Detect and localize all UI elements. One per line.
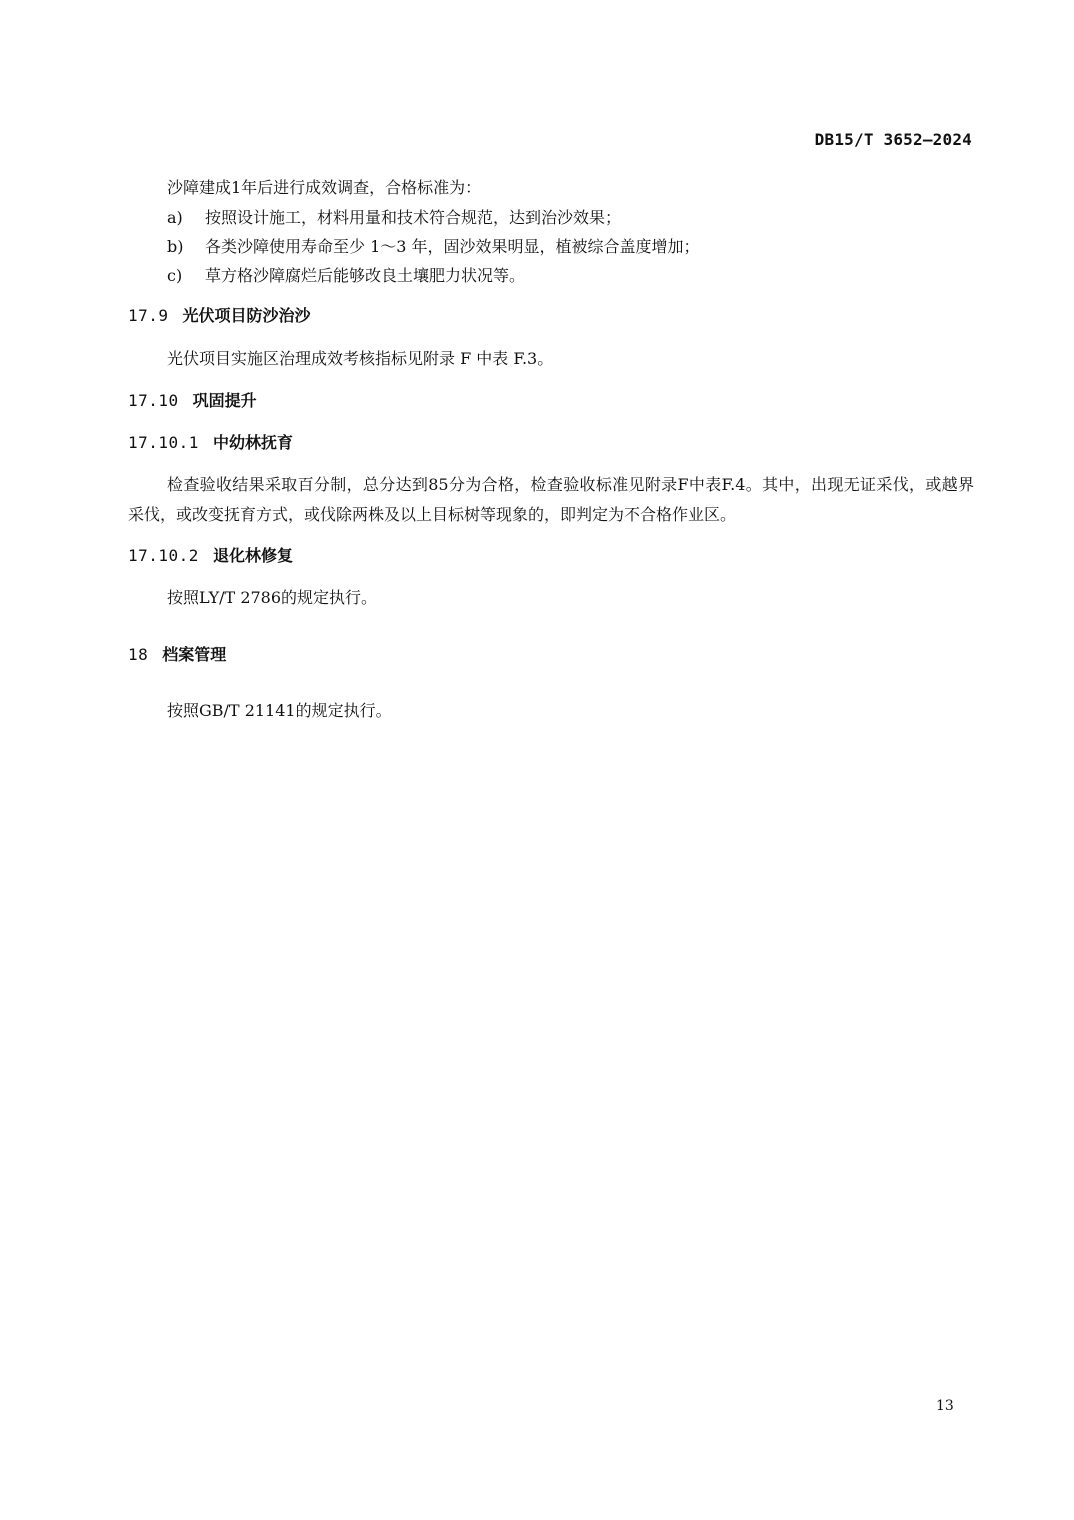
criteria-item-a xyxy=(167,203,621,233)
section-title: 中幼林抚育 xyxy=(212,433,293,452)
list-label: b) xyxy=(167,237,184,256)
section-body-17-9: 光伏项目实施区治理成效考核指标见附录 F 中表 F.3。 xyxy=(167,349,554,368)
section-body-18: 按照GB/T 21141的规定执行。 xyxy=(167,701,392,720)
section-title: 退化林修复 xyxy=(212,546,293,565)
section-heading-17-10 xyxy=(128,386,257,416)
list-text: 草方格沙障腐烂后能够改良土壤肥力状况等。 xyxy=(205,266,526,285)
document-code: DB15/T 3652—2024 xyxy=(814,130,972,149)
criteria-item-b xyxy=(167,232,700,262)
list-text: 按照设计施工，材料用量和技术符合规范，达到治沙效果； xyxy=(205,208,622,227)
section-title: 档案管理 xyxy=(162,645,227,664)
section-number: 17.10.2 xyxy=(128,546,199,565)
section-body-17-10-1: 检查验收结果采取百分制，总分达到85分为合格，检查验收标准见附录F中表F.4。其中，出现无证采伐，或越界采伐，或改变抚育方式，或伐除两株及以上目标树等现象的，即判定为不合格作业区。 xyxy=(128,475,974,524)
section-number: 17.10.1 xyxy=(128,433,199,452)
section-number: 17.10 xyxy=(128,391,179,410)
list-label: a) xyxy=(167,208,183,227)
intro-paragraph: 沙障建成1年后进行成效调查，合格标准为： xyxy=(167,178,482,197)
section-title: 巩固提升 xyxy=(192,391,257,410)
section-number: 18 xyxy=(128,645,149,664)
section-heading-17-10-2 xyxy=(128,541,293,571)
section-heading-17-10-1 xyxy=(128,428,293,458)
criteria-item-c xyxy=(167,261,525,291)
section-heading-17-9 xyxy=(128,301,311,331)
section-title: 光伏项目防沙治沙 xyxy=(182,306,311,325)
section-number: 17.9 xyxy=(128,306,169,325)
list-label: c) xyxy=(167,266,183,285)
section-body-17-10-2: 按照LY/T 2786的规定执行。 xyxy=(167,588,378,607)
list-text: 各类沙障使用寿命至少 1～3 年，固沙效果明显，植被综合盖度增加； xyxy=(205,237,700,256)
section-heading-18 xyxy=(128,640,226,670)
page-number: 13 xyxy=(936,1398,954,1414)
